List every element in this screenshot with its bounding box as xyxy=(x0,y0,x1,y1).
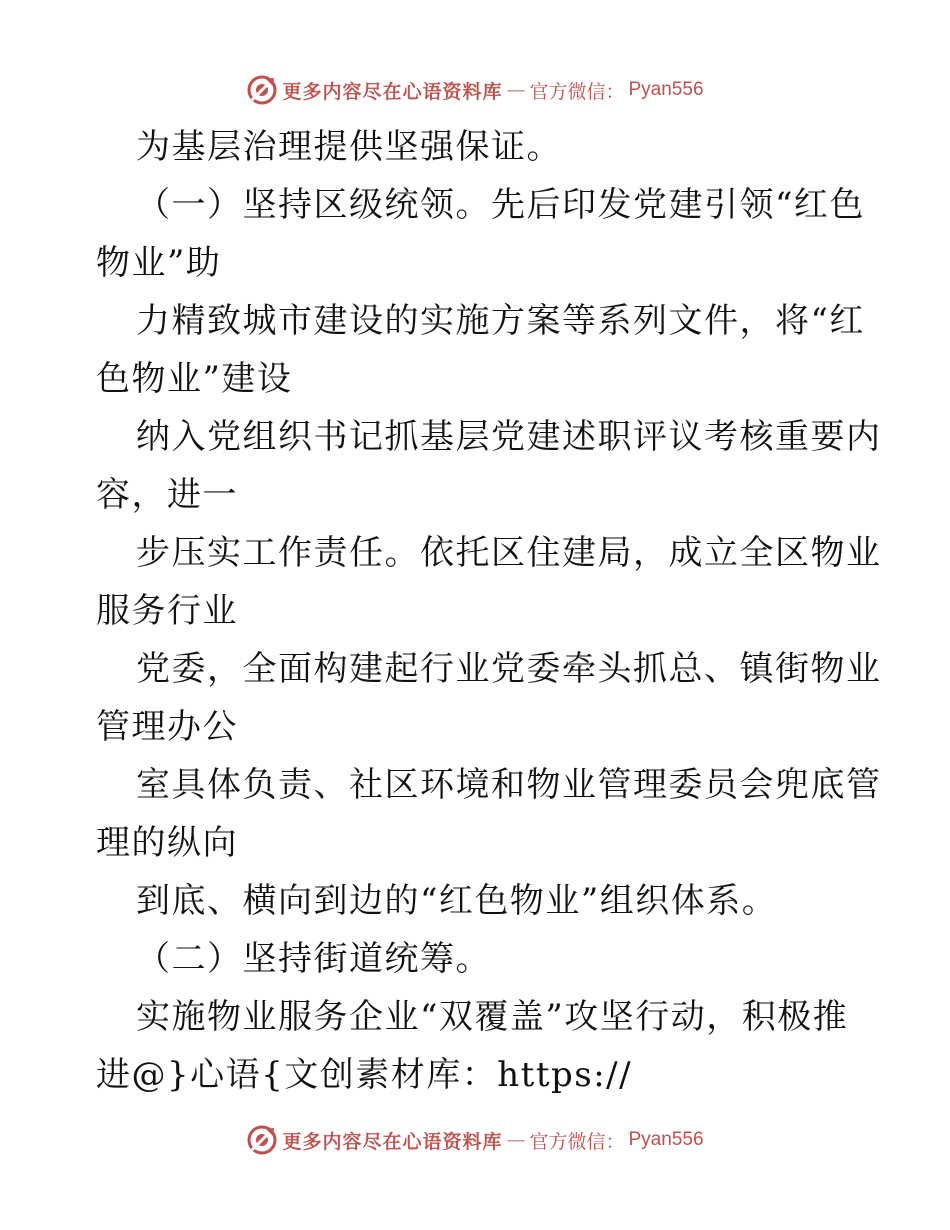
text-line: 色物业”建设 xyxy=(96,359,293,399)
brand-logo-icon xyxy=(246,74,278,106)
footer-watermark xyxy=(0,1120,950,1160)
text-line: 物业”助 xyxy=(96,243,222,283)
brand-logo-icon xyxy=(246,1124,278,1156)
text-line: 进@}心语{文创素材库：https:// xyxy=(96,1055,633,1095)
watermark-id: Pyan556 xyxy=(628,79,704,100)
watermark-label: 官方微信： xyxy=(529,1130,625,1153)
watermark-separator: — xyxy=(506,1129,526,1151)
text-line: （二）坚持街道统筹。 xyxy=(136,939,491,979)
watermark-label: 官方微信： xyxy=(529,80,625,103)
text-line: 理的纵向 xyxy=(96,823,238,863)
text-line: 服务行业 xyxy=(96,591,238,631)
document-body xyxy=(96,118,882,1104)
text-line: 步压实工作责任。依托区住建局，成立全区物业 xyxy=(136,533,882,573)
text-line: 力精致城市建设的实施方案等系列文件，将“红 xyxy=(136,301,865,341)
header-watermark xyxy=(0,70,950,110)
text-line: 管理办公 xyxy=(96,707,238,747)
text-line: 到底、横向到边的“红色物业”组织体系。 xyxy=(136,881,778,921)
text-line: 为基层治理提供坚强保证。 xyxy=(136,127,562,167)
watermark-brand: 更多内容尽在心语资料库 xyxy=(282,80,503,103)
watermark-brand: 更多内容尽在心语资料库 xyxy=(282,1130,503,1153)
text-line: 纳入党组织书记抓基层党建述职评议考核重要内 xyxy=(136,417,882,457)
text-line: （一）坚持区级统领。先后印发党建引领“红色 xyxy=(136,185,865,225)
text-line: 容，进一 xyxy=(96,475,238,515)
text-line: 党委，全面构建起行业党委牵头抓总、镇街物业 xyxy=(136,649,882,689)
watermark-id: Pyan556 xyxy=(628,1129,704,1150)
watermark-separator: — xyxy=(506,79,526,101)
text-line: 室具体负责、社区环境和物业管理委员会兜底管 xyxy=(136,765,882,805)
text-line: 实施物业服务企业“双覆盖”攻坚行动，积极推 xyxy=(136,997,849,1037)
